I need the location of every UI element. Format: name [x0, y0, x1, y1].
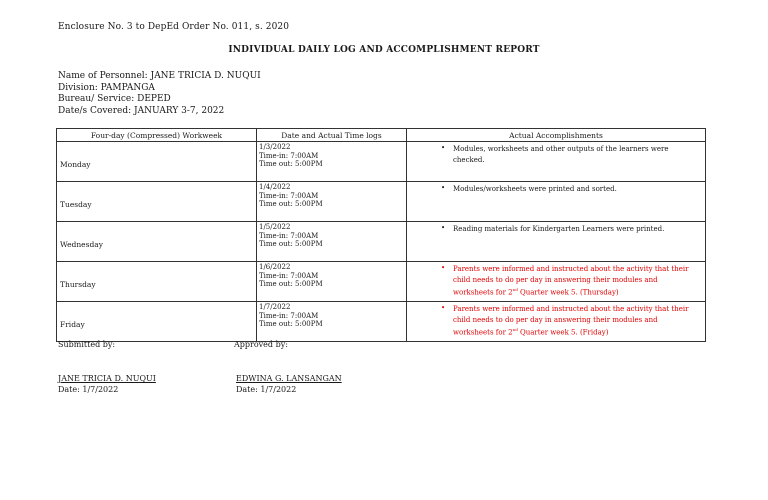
time-in: Time-in: 7:00AM: [259, 151, 319, 160]
accomplishment-cell: [407, 182, 706, 222]
bullet-icon: •: [441, 264, 446, 272]
time-log-cell: [257, 302, 407, 342]
dates-covered: Date/s Covered: JANUARY 3-7, 2022: [58, 105, 225, 116]
column-header-accomplishments: Actual Accomplishments: [407, 129, 706, 142]
bullet-icon: •: [441, 144, 446, 152]
approved-by-label: Approved by:: [234, 340, 288, 349]
time-in: Time-in: 7:00AM: [259, 311, 319, 320]
ordinal-suffix: nd: [512, 327, 518, 332]
personnel-bureau: Bureau/ Service: DEPED: [58, 94, 171, 104]
table-row: [57, 302, 706, 342]
accomplishment-cell: [407, 302, 706, 342]
time-out: Time out: 5:00PM: [259, 240, 323, 248]
approved-by-name: EDWINA G. LANSANGAN: [236, 374, 342, 383]
accomplishment-cell: [407, 262, 706, 302]
table-header-row: [57, 129, 706, 142]
time-out: Time out: 5:00PM: [259, 160, 323, 168]
table-row: [57, 262, 706, 302]
log-date: 1/3/2022: [259, 143, 291, 151]
time-log-cell: [257, 262, 407, 302]
day-cell: Friday: [57, 302, 257, 342]
ordinal-suffix: nd: [512, 287, 518, 292]
accomplishment-text: Modules/worksheets were printed and sorted.: [453, 185, 617, 193]
submitted-by-label: Submitted by:: [58, 340, 116, 349]
accomplishment-table: [56, 128, 706, 342]
approved-date: Date: 1/7/2022: [236, 385, 297, 394]
bullet-icon: •: [441, 304, 446, 312]
table-row: [57, 182, 706, 222]
accomplishment-text: Parents were informed and instructed about the activity that their child needs to do per day in answering their modules and worksheets for 2nd Quarter week 5. (Thursday): [453, 265, 689, 297]
log-date: 1/6/2022: [259, 263, 291, 271]
column-header-workweek: Four-day (Compressed) Workweek: [57, 129, 257, 142]
accomplishment-text: Reading materials for Kindergarten Learners were printed.: [453, 225, 665, 233]
accomplishment-cell: [407, 142, 706, 182]
submitted-date: Date: 1/7/2022: [58, 385, 119, 394]
personnel-division: Division: PAMPANGA: [58, 82, 155, 93]
time-in: Time-in: 7:00AM: [259, 231, 319, 240]
time-in: Time-in: 7:00AM: [259, 271, 319, 280]
column-header-time-logs: Date and Actual Time logs: [257, 129, 407, 142]
personnel-info: [58, 71, 261, 117]
day-cell: Tuesday: [57, 182, 257, 222]
day-cell: Wednesday: [57, 222, 257, 262]
bullet-icon: •: [441, 184, 446, 192]
log-date: 1/4/2022: [259, 183, 291, 191]
time-out: Time out: 5:00PM: [259, 320, 323, 328]
table-row: [57, 142, 706, 182]
day-cell: Monday: [57, 142, 257, 182]
enclosure-reference: Enclosure No. 3 to DepEd Order No. 011, s. 2020: [58, 22, 290, 32]
log-date: 1/5/2022: [259, 223, 291, 231]
table-row: [57, 222, 706, 262]
time-log-cell: [257, 222, 407, 262]
accomplishment-cell: [407, 222, 706, 262]
time-log-cell: [257, 142, 407, 182]
submitted-by-name: JANE TRICIA D. NUQUI: [58, 374, 156, 383]
time-in: Time-in: 7:00AM: [259, 191, 319, 200]
time-out: Time out: 5:00PM: [259, 280, 323, 288]
bullet-icon: •: [441, 224, 446, 232]
time-out: Time out: 5:00PM: [259, 200, 323, 208]
personnel-name: Name of Personnel: JANE TRICIA D. NUQUI: [58, 71, 261, 81]
day-cell: Thursday: [57, 262, 257, 302]
accomplishment-text: Modules, worksheets and other outputs of the learners were checked.: [453, 145, 669, 164]
accomplishment-text: Parents were informed and instructed about the activity that their child needs to do per day in answering their modules and worksheets for 2nd Quarter week 5. (Friday): [453, 305, 689, 337]
time-log-cell: [257, 182, 407, 222]
report-title: INDIVIDUAL DAILY LOG AND ACCOMPLISHMENT REPORT: [228, 45, 540, 55]
log-date: 1/7/2022: [259, 303, 291, 311]
